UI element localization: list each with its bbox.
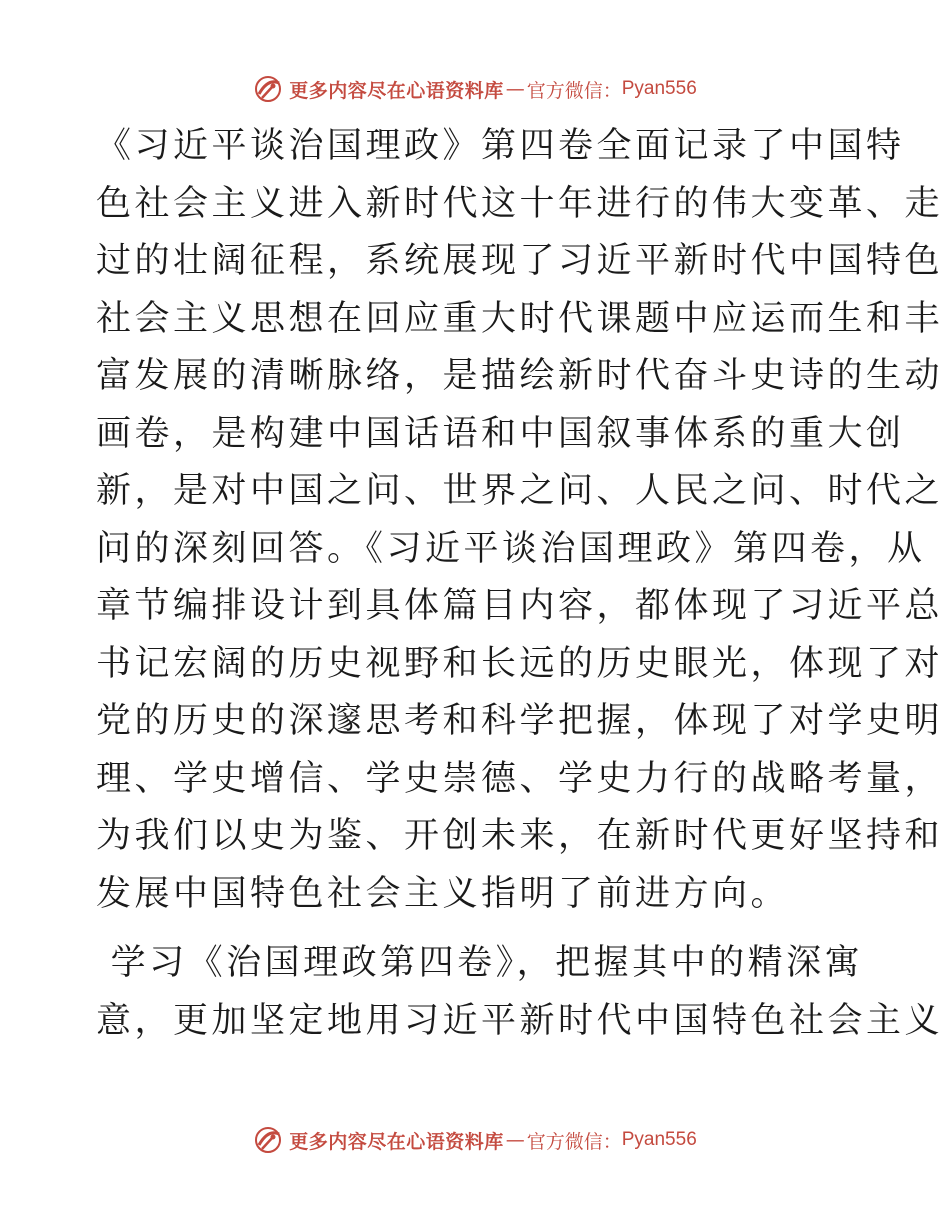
watermark-wechat-id: Pyan556 — [621, 1129, 697, 1150]
text-line: 章节编排设计到具体篇目内容，都体现了习近平总 — [96, 586, 944, 626]
text-line: 《习近平谈治国理政》第四卷全面记录了中国特 — [96, 126, 905, 166]
text-line: 理、学史增信、学史崇德、学史力行的战略考量， — [96, 758, 944, 799]
paragraph-2 — [96, 935, 944, 1050]
watermark-wechat-id: Pyan556 — [621, 78, 697, 99]
text-line: 发展中国特色社会主义指明了前进方向。 — [96, 873, 790, 914]
paragraph-1 — [96, 118, 944, 923]
text-line: 社会主义思想在回应重大时代课题中应运而生和丰 — [96, 298, 944, 339]
watermark-main-text: 更多内容尽在心语资料库 — [289, 1130, 504, 1153]
header-watermark — [0, 72, 950, 106]
watermark-dash: — — [505, 1129, 525, 1151]
text-line: 党的历史的深邃思考和科学把握，体现了对学史明 — [96, 701, 944, 741]
text-line: 为我们以史为鉴、开创未来，在新时代更好坚持和 — [96, 816, 944, 856]
text-line: 富发展的清晰脉络，是描绘新时代奋斗史诗的生动 — [96, 356, 944, 396]
text-line: 意，更加坚定地用习近平新时代中国特色社会主义 — [96, 1000, 944, 1041]
text-line: 色社会主义进入新时代这十年进行的伟大变革、走 — [96, 183, 944, 224]
brand-logo-icon — [253, 74, 283, 104]
text-line: 新，是对中国之问、世界之问、人民之问、时代之 — [96, 471, 944, 511]
watermark-dash: — — [505, 78, 525, 100]
text-line: 书记宏阔的历史视野和长远的历史眼光，体现了对 — [96, 643, 944, 684]
watermark-main-text: 更多内容尽在心语资料库 — [289, 79, 504, 102]
document-body — [96, 118, 944, 1050]
text-line: 学习《治国理政第四卷》，把握其中的精深寓 — [96, 943, 864, 983]
brand-logo-icon — [253, 1125, 283, 1155]
text-line: 问的深刻回答。《习近平谈治国理政》第四卷，从 — [96, 528, 926, 569]
footer-watermark — [0, 1123, 950, 1157]
text-line: 过的壮阔征程，系统展现了习近平新时代中国特色 — [96, 241, 944, 281]
text-line: 画卷，是构建中国话语和中国叙事体系的重大创 — [96, 413, 905, 454]
watermark-official-label: 官方微信： — [526, 79, 622, 102]
watermark-official-label: 官方微信： — [526, 1130, 622, 1153]
